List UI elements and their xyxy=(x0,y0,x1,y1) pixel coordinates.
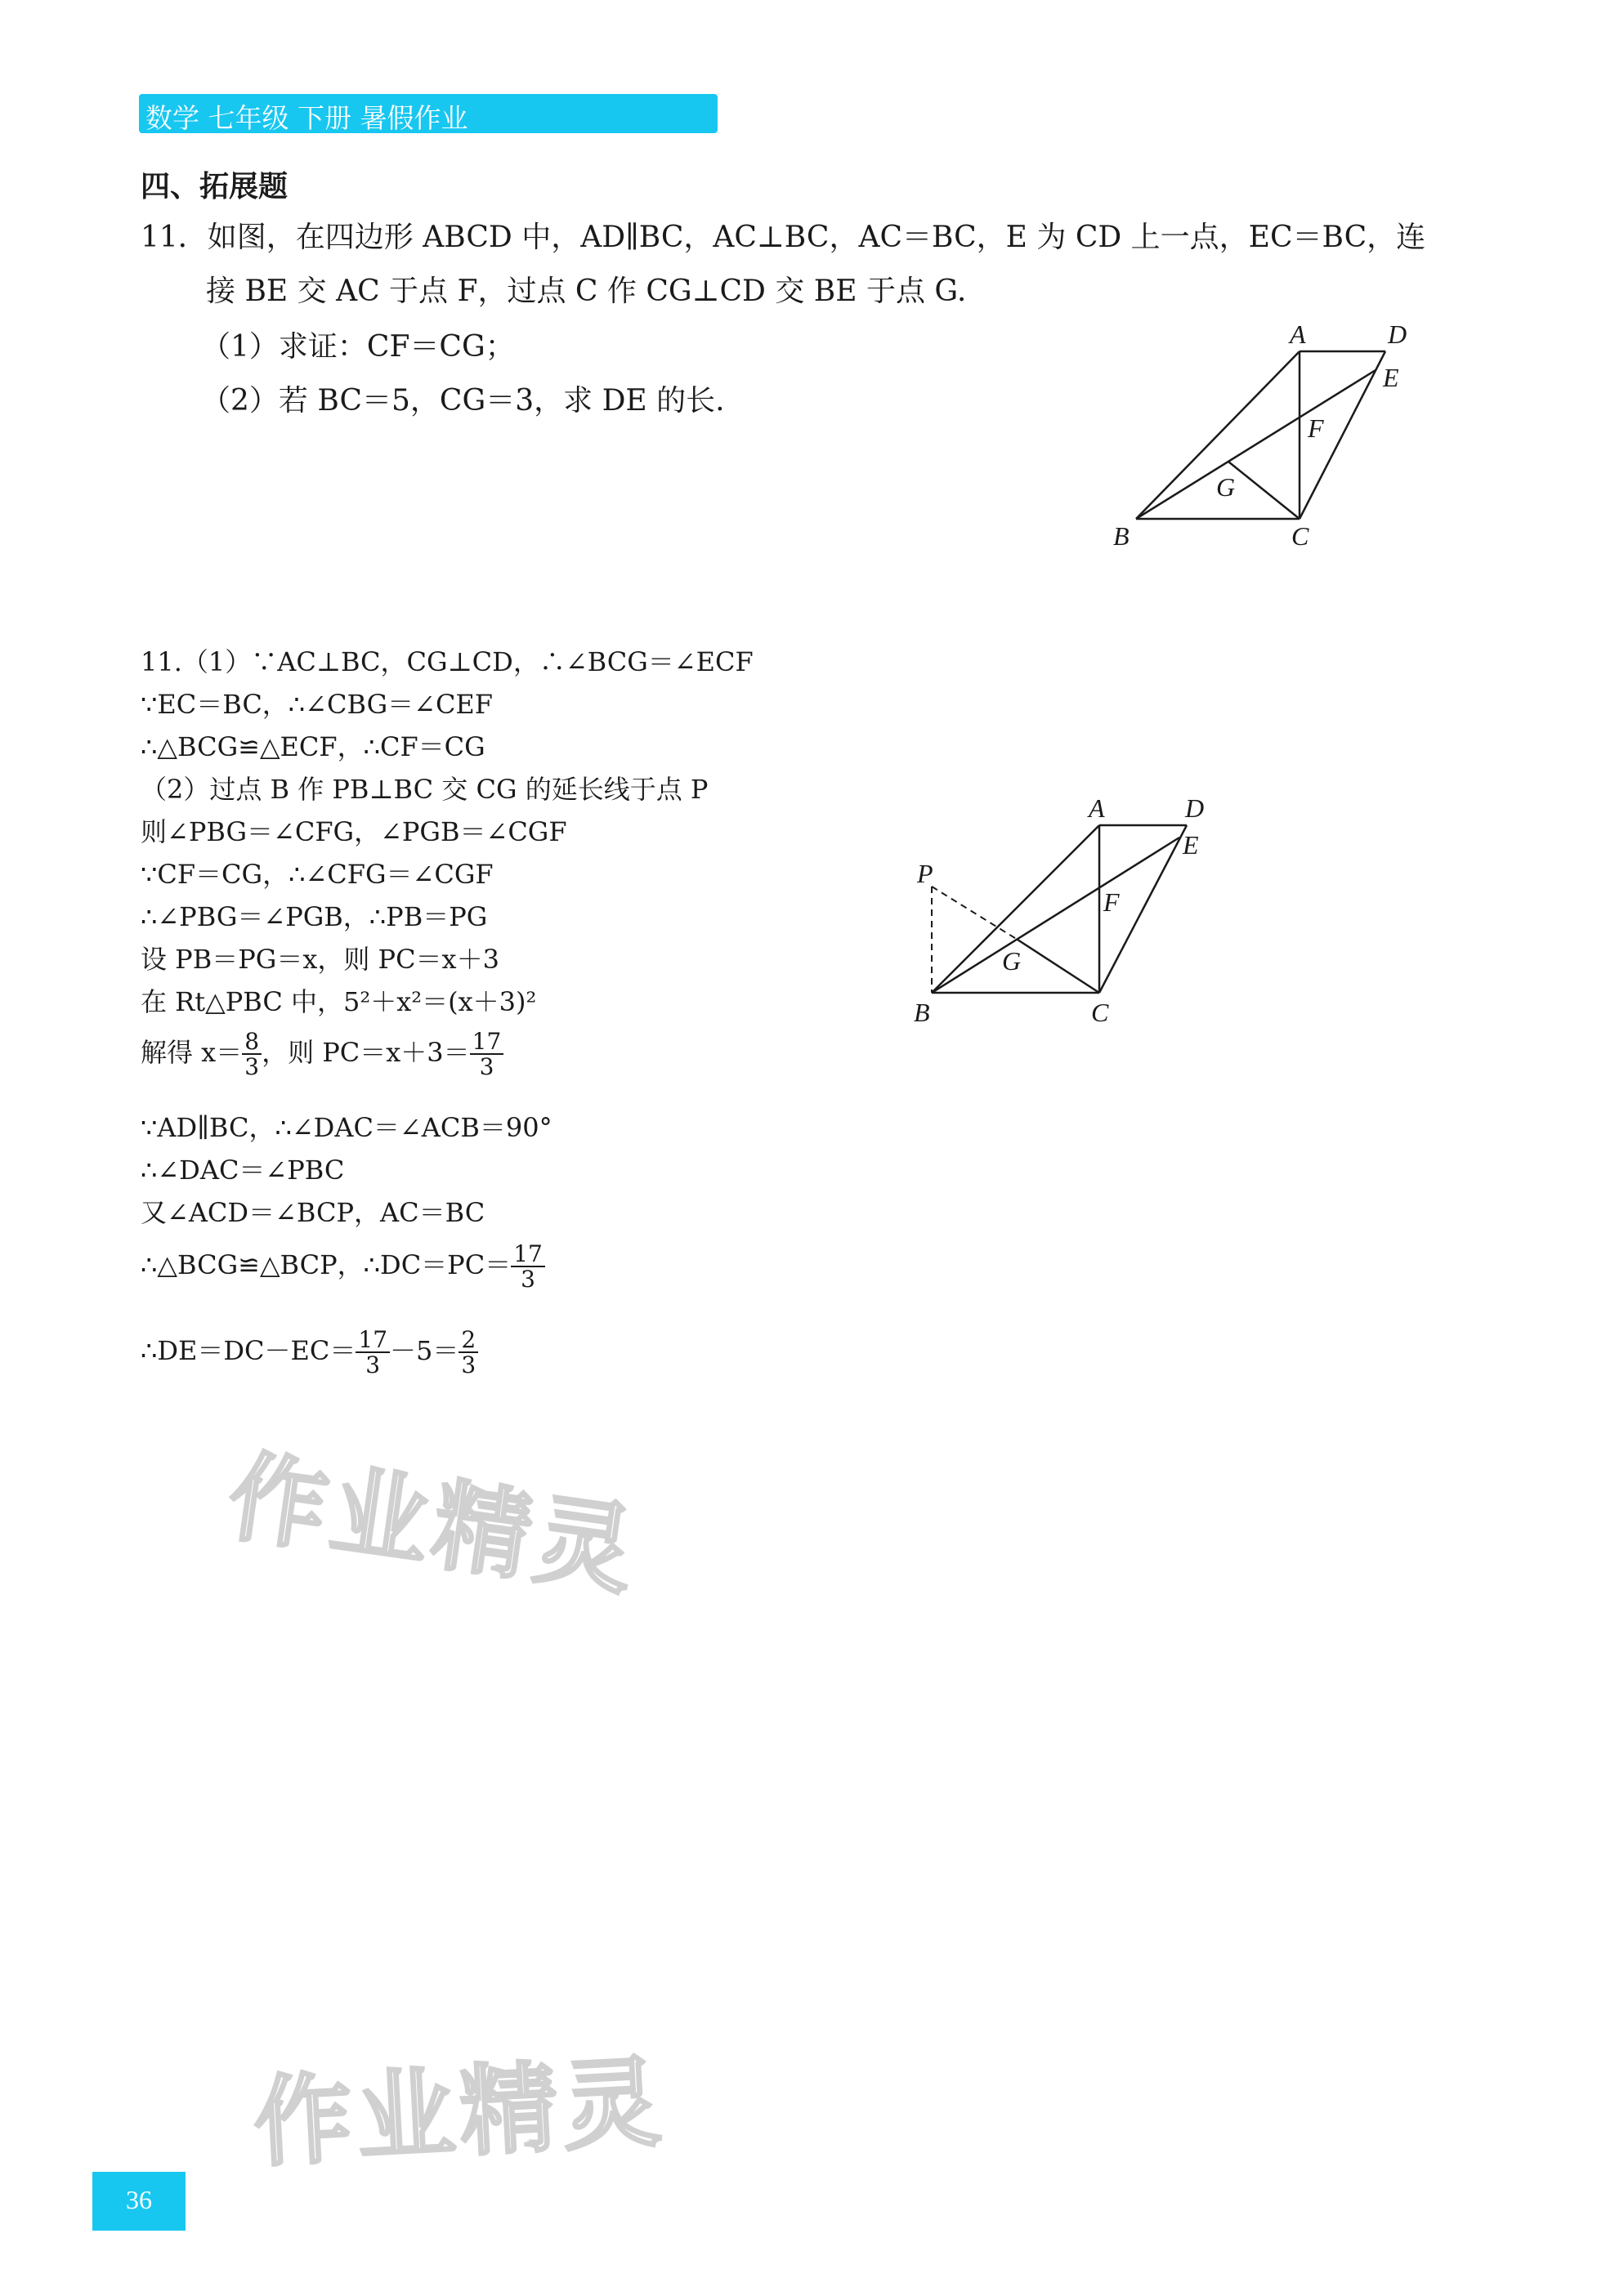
fig2-label-F: F xyxy=(1103,887,1120,917)
solution-line-13: 又∠ACD＝∠BCP，AC＝BC xyxy=(141,1197,485,1228)
solution-line-2: ∵EC＝BC，∴∠CBG＝∠CEF xyxy=(141,689,493,720)
question-part-1: （1）求证：CF＝CG； xyxy=(201,330,515,364)
figure-1-quadrilateral xyxy=(1087,315,1430,560)
fig2-label-B: B xyxy=(914,998,930,1025)
fig1-label-C: C xyxy=(1291,521,1309,551)
fig2-label-G: G xyxy=(1002,946,1022,976)
solution-line-8: 设 PB＝PG＝x，则 PC＝x＋3 xyxy=(141,944,499,975)
solution-line-7: ∴∠PBG＝∠PGB，∴PB＝PG xyxy=(141,901,488,932)
page-number: 36 xyxy=(126,2185,152,2214)
fraction-8-3: $\frac{8}{3}$ xyxy=(242,1030,262,1079)
solution-line-10 xyxy=(141,1030,503,1079)
page-number-box xyxy=(92,2172,186,2231)
solution-l15-pre: ∴DE＝DC－EC＝ xyxy=(141,1334,356,1366)
fraction-2-3: $\frac{2}{3}$ xyxy=(459,1328,478,1378)
fraction-17-3: $\frac{17}{3}$ xyxy=(470,1030,504,1079)
header-title: 数学 七年级 下册 暑假作业 xyxy=(145,102,468,134)
question-part-2: （2）若 BC＝5，CG＝3，求 DE 的长. xyxy=(201,384,725,418)
watermark-2: 作业精灵 xyxy=(251,2045,669,2182)
fig1-label-E: E xyxy=(1383,363,1399,392)
solution-line-15 xyxy=(141,1328,478,1378)
solution-line-4: （2）过点 B 作 PB⊥BC 交 CG 的延长线于点 P xyxy=(141,774,709,805)
solution-line-12: ∴∠DAC＝∠PBC xyxy=(141,1155,345,1186)
fig2-label-C: C xyxy=(1091,998,1109,1025)
solution-line-6: ∵CF＝CG，∴∠CFG＝∠CGF xyxy=(141,859,494,890)
section-title: 四、拓展题 xyxy=(141,170,289,203)
fig1-label-G: G xyxy=(1216,472,1236,502)
solution-l15-mid: －5＝ xyxy=(390,1334,459,1366)
solution-line-14 xyxy=(141,1242,545,1292)
solution-line-5: 则∠PBG＝∠CFG，∠PGB＝∠CGF xyxy=(141,816,567,847)
figure-2-quadrilateral-with-p xyxy=(899,788,1242,1025)
fig2-label-D: D xyxy=(1185,793,1205,823)
question-line-1: 11．如图，在四边形 ABCD 中，AD∥BC，AC⊥BC，AC＝BC，E 为 CD 上一点，EC＝BC，连 xyxy=(141,221,1426,254)
solution-line-1: 11.（1）∵AC⊥BC，CG⊥CD，∴∠BCG＝∠ECF xyxy=(141,646,754,677)
solution-line-11: ∵AD∥BC，∴∠DAC＝∠ACB＝90° xyxy=(141,1112,553,1143)
fig2-label-A: A xyxy=(1089,793,1105,823)
fig1-label-A: A xyxy=(1290,319,1306,349)
solution-line-9: 在 Rt△PBC 中，5²＋x²＝(x＋3)² xyxy=(141,986,537,1017)
fig2-label-E: E xyxy=(1183,830,1199,860)
fraction-17-3-c: $\frac{17}{3}$ xyxy=(356,1328,390,1378)
solution-line-3: ∴△BCG≌△ECF，∴CF＝CG xyxy=(141,731,485,762)
header-bar xyxy=(139,94,718,133)
fig1-label-F: F xyxy=(1308,413,1324,443)
watermark-1: 作业精灵 xyxy=(221,1440,646,1610)
fraction-17-3-b: $\frac{17}{3}$ xyxy=(511,1242,545,1292)
solution-l14-pre: ∴△BCG≌△BCP，∴DC＝PC＝ xyxy=(141,1249,512,1280)
fig1-label-B: B xyxy=(1113,521,1130,551)
question-line-2: 接 BE 交 AC 于点 F，过点 C 作 CG⊥CD 交 BE 于点 G. xyxy=(206,275,967,308)
solution-l10-mid: ，则 PC＝x＋3＝ xyxy=(262,1036,470,1068)
solution-l10-pre: 解得 x＝ xyxy=(141,1036,243,1068)
fig2-label-P: P xyxy=(917,859,933,888)
fig1-label-D: D xyxy=(1388,319,1407,349)
